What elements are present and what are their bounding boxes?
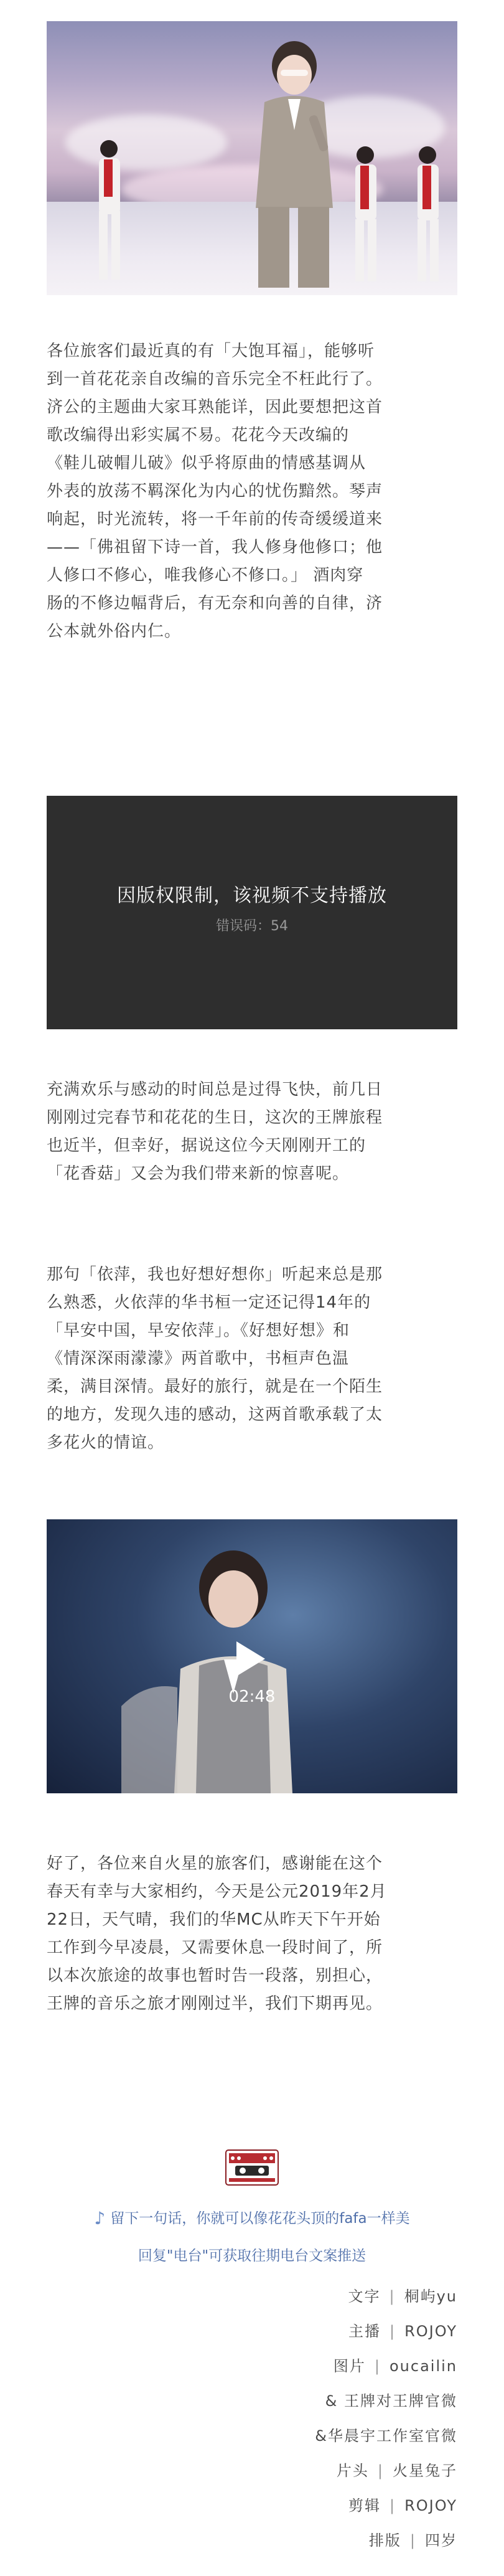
- credit-role: 剪辑: [348, 2497, 381, 2514]
- article-line: 柔，满目深情。最好的旅行，就是在一个陌生: [47, 1377, 383, 1396]
- credit-name: &华晨宇工作室官微: [315, 2427, 457, 2445]
- credit-row: [315, 2423, 457, 2445]
- article-line: 「花香菇」又会为我们带来新的惊喜呢。: [47, 1164, 350, 1183]
- article-paragraph: [47, 1076, 457, 1188]
- credit-name: ROJOY: [404, 2497, 457, 2514]
- article-line: 「早安中国，早安依萍」。《好想好想》和: [47, 1321, 350, 1340]
- article-line: 么熟悉，火依萍的华书桓一定还记得14年的: [47, 1293, 371, 1312]
- credit-separator: |: [374, 2357, 381, 2375]
- article-line: 到一首花花亲自改编的音乐完全不枉此行了。: [47, 370, 383, 389]
- credit-row: [334, 2354, 457, 2375]
- article-line: 人修口不修心，唯我修心不修口。」 酒肉穿: [47, 566, 364, 585]
- article-line: 22日，天气晴，我们的华MC从昨天下午开始: [47, 1910, 381, 1929]
- video-unavailable-message: 因版权限制，该视频不支持播放: [117, 885, 387, 907]
- article-line: 工作到今早凌晨，又需要休息一段时间了，所: [47, 1938, 383, 1957]
- article-line: 各位旅客们最近真的有「大饱耳福」，能够听: [47, 342, 375, 361]
- credit-role: 图片: [333, 2357, 366, 2375]
- article-line: 《情深深雨濛濛》两首歌中，书桓声色温: [47, 1349, 350, 1368]
- credit-separator: |: [390, 2497, 396, 2514]
- credit-role: 文字: [348, 2288, 381, 2305]
- credit-row: [325, 2389, 457, 2410]
- article-line: 春天有幸与大家相约，今天是公元2019年2月: [47, 1882, 387, 1901]
- credit-name: 火星兔子: [393, 2462, 457, 2479]
- article-line: 歌改编得出彩实属不易。花花今天改编的: [47, 426, 350, 445]
- credit-separator: |: [390, 2323, 396, 2340]
- article-paragraph: [47, 337, 457, 646]
- article-line: 《鞋儿破帽儿破》似乎将原曲的情感基调从: [47, 454, 366, 473]
- credit-name: 四岁: [425, 2532, 457, 2549]
- credit-name: & 王牌对王牌官微: [325, 2392, 457, 2410]
- stage-photo: [47, 21, 457, 295]
- credit-separator: |: [377, 2462, 384, 2479]
- article-line: 那句「依萍，我也好想好想你」听起来总是那: [47, 1265, 383, 1284]
- article-line: 多花火的情谊。: [47, 1433, 165, 1452]
- video-unavailable-placeholder: [47, 796, 457, 1029]
- video-duration: 02:48: [228, 1687, 276, 1706]
- credit-row: [348, 2493, 457, 2515]
- article-line: 好了，各位来自火星的旅客们，感谢能在这个: [47, 1854, 383, 1873]
- credit-row: [348, 2319, 457, 2341]
- credit-name: 桐屿yu: [404, 2288, 457, 2305]
- article-line: 以本次旅途的故事也暂时告一段落，别担心，: [47, 1966, 383, 1985]
- article-line: 也近半，但幸好，据说这位今天刚刚开工的: [47, 1136, 366, 1155]
- credit-role: 排版: [368, 2532, 401, 2549]
- reply-hint: 回复"电台"可获取往期电台文案推送: [138, 2248, 366, 2264]
- article-line: 刚刚过完春节和花花的生日，这次的王牌旅程: [47, 1108, 383, 1127]
- article-line: 公本就外俗内仁。: [47, 622, 182, 641]
- credit-name: oucailin: [389, 2357, 457, 2375]
- note-icon: ♪: [94, 2208, 106, 2229]
- article-line: ——「佛祖留下诗一首，我人修身他修口；他: [47, 538, 383, 557]
- play-icon[interactable]: [236, 1641, 265, 1676]
- credit-row: [337, 2458, 457, 2480]
- leave-comment-text: 留下一句话，你就可以像花花头顶的fafa一样美: [110, 2210, 410, 2227]
- article-paragraph: [47, 1261, 457, 1457]
- credit-separator: |: [389, 2288, 396, 2305]
- video-error-code: 错误码：54: [216, 918, 288, 934]
- credit-role: 片头: [336, 2462, 369, 2479]
- article-line: 肠的不修边幅背后，有无奈和向善的自律，济: [47, 594, 383, 613]
- credit-separator: |: [409, 2532, 416, 2549]
- article-line: 充满欢乐与感动的时间总是过得飞快，前几日: [47, 1080, 383, 1099]
- credit-name: ROJOY: [404, 2323, 457, 2340]
- credit-row: [369, 2528, 457, 2550]
- concert-video[interactable]: [47, 1519, 457, 1793]
- article-line: 济公的主题曲大家耳熟能详，因此要想把这首: [47, 398, 383, 417]
- article-line: 王牌的音乐之旅才刚刚过半，我们下期再见。: [47, 1994, 383, 2013]
- article-line: 外表的放荡不羁深化为内心的忧伤黯然。琴声: [47, 482, 383, 501]
- article-line: 响起，时光流转，将一千年前的传奇缓缓道来: [47, 510, 383, 529]
- credit-row: [348, 2284, 457, 2306]
- credit-role: 主播: [348, 2323, 381, 2340]
- article-paragraph: [47, 1850, 457, 2018]
- article-line: 的地方，发现久违的感动，这两首歌承载了太: [47, 1405, 383, 1424]
- leave-comment-prompt[interactable]: [25, 2207, 479, 2229]
- cassette-icon: [225, 2149, 279, 2186]
